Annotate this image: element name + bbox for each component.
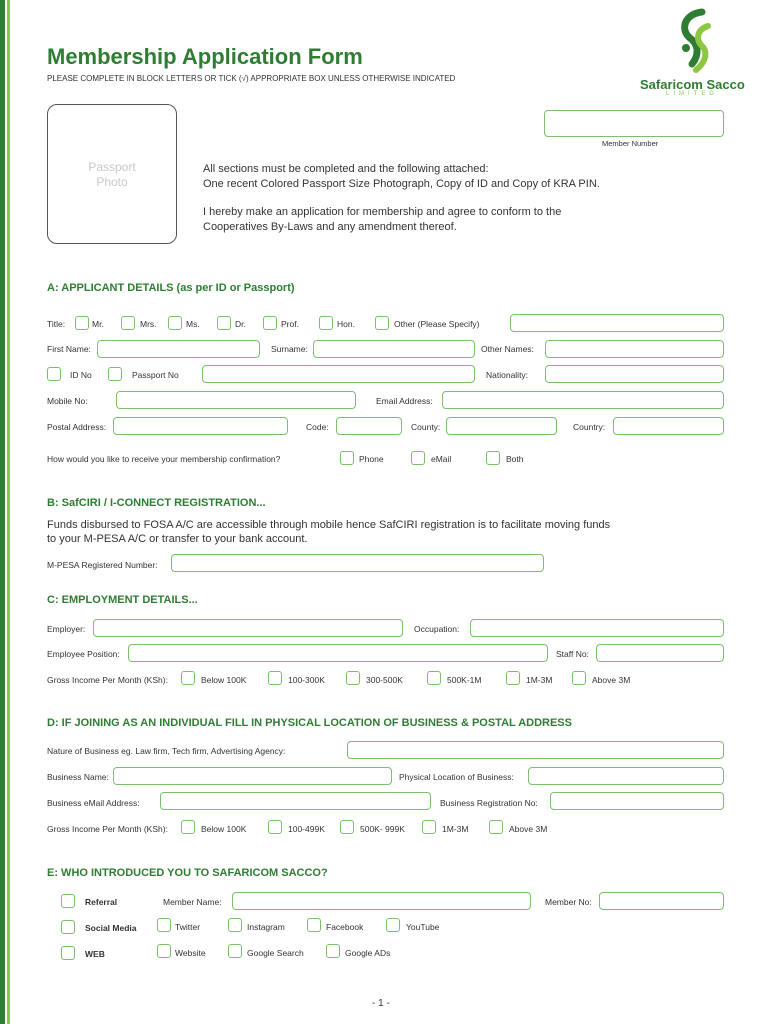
section-a-heading: A: APPLICANT DETAILS (as per ID or Passport): [47, 282, 295, 294]
section-d-heading: D: IF JOINING AS AN INDIVIDUAL FILL IN PHYSICAL LOCATION OF BUSINESS & POSTAL ADDRESS: [47, 717, 572, 729]
photo-label-1: Passport: [88, 160, 136, 174]
emp-income-above3m-checkbox[interactable]: [572, 671, 586, 685]
title-other-input[interactable]: [510, 314, 724, 332]
twitter-label: Twitter: [175, 922, 201, 932]
confirmation-question: How would you like to receive your membership confirmation?: [47, 454, 281, 464]
email-label: Email Address:: [376, 396, 433, 406]
employer-label: Employer:: [47, 624, 86, 634]
youtube-checkbox[interactable]: [386, 918, 400, 932]
side-bar-light: [7, 0, 10, 1024]
position-label: Employee Position:: [47, 649, 120, 659]
business-reg-label: Business Registration No:: [440, 798, 538, 808]
section-b-line-2: to your M-PESA A/C or transfer to your bank account.: [47, 533, 308, 545]
business-location-label: Physical Location of Business:: [399, 772, 514, 782]
business-name-input[interactable]: [113, 767, 392, 785]
county-label: County:: [411, 422, 441, 432]
biz-income-500k-999k-checkbox[interactable]: [340, 820, 354, 834]
member-no-label: Member No:: [545, 897, 592, 907]
occupation-input[interactable]: [470, 619, 724, 637]
business-name-label: Business Name:: [47, 772, 109, 782]
business-location-input[interactable]: [528, 767, 724, 785]
title-label: Title:: [47, 319, 66, 329]
title-mrs-label: Mrs.: [140, 319, 157, 329]
web-checkbox[interactable]: [61, 946, 75, 960]
section-e-heading: E: WHO INTRODUCED YOU TO SAFARICOM SACCO?: [47, 867, 328, 879]
mpesa-input[interactable]: [171, 554, 544, 572]
biz-income-500k-999k-label: 500K- 999K: [360, 824, 405, 834]
sacco-logo-icon: [670, 8, 720, 76]
mobile-label: Mobile No:: [47, 396, 88, 406]
intro-line-3: I hereby make an application for membership and agree to conform to the: [203, 206, 562, 218]
business-reg-input[interactable]: [550, 792, 724, 810]
page-title: Membership Application Form: [47, 44, 363, 69]
title-hon-label: Hon.: [337, 319, 355, 329]
occupation-label: Occupation:: [414, 624, 460, 634]
title-prof-label: Prof.: [281, 319, 299, 329]
emp-income-above3m-label: Above 3M: [592, 675, 631, 685]
nationality-input[interactable]: [545, 365, 724, 383]
emp-income-100-300k-checkbox[interactable]: [268, 671, 282, 685]
website-label: Website: [175, 948, 206, 958]
biz-income-above3m-checkbox[interactable]: [489, 820, 503, 834]
emp-income-below100k-label: Below 100K: [201, 675, 247, 685]
confirm-phone-checkbox[interactable]: [340, 451, 354, 465]
employer-input[interactable]: [93, 619, 403, 637]
passport-no-label: Passport No: [132, 370, 179, 380]
emp-income-500k-1m-label: 500K-1M: [447, 675, 482, 685]
intro-line-2: One recent Colored Passport Size Photograph, Copy of ID and Copy of KRA PIN.: [203, 178, 600, 190]
title-ms-label: Ms.: [186, 319, 200, 329]
google-search-label: Google Search: [247, 948, 304, 958]
surname-input[interactable]: [313, 340, 475, 358]
web-label: WEB: [85, 949, 105, 959]
member-name-input[interactable]: [232, 892, 531, 910]
confirm-email-checkbox[interactable]: [411, 451, 425, 465]
youtube-label: YouTube: [406, 922, 440, 932]
title-mr-checkbox[interactable]: [75, 316, 89, 330]
website-checkbox[interactable]: [157, 944, 171, 958]
member-no-input[interactable]: [599, 892, 724, 910]
biz-income-above3m-label: Above 3M: [509, 824, 548, 834]
business-income-label: Gross Income Per Month (KSh):: [47, 824, 168, 834]
biz-income-100-499k-checkbox[interactable]: [268, 820, 282, 834]
postal-input[interactable]: [113, 417, 288, 435]
section-b-line-1: Funds disbursed to FOSA A/C are accessible through mobile hence SafCIRI registration is to facilitate moving funds: [47, 519, 611, 531]
twitter-checkbox[interactable]: [157, 918, 171, 932]
google-ads-checkbox[interactable]: [326, 944, 340, 958]
facebook-label: Facebook: [326, 922, 364, 932]
confirm-both-label: Both: [506, 454, 524, 464]
logo-sub: LIMITED: [666, 91, 718, 97]
country-label: Country:: [573, 422, 606, 432]
confirm-phone-label: Phone: [359, 454, 384, 464]
other-names-input[interactable]: [545, 340, 724, 358]
biz-income-100-499k-label: 100-499K: [288, 824, 325, 834]
title-other-checkbox[interactable]: [375, 316, 389, 330]
instagram-checkbox[interactable]: [228, 918, 242, 932]
social-media-label: Social Media: [85, 923, 137, 933]
side-bar-dark: [0, 0, 5, 1024]
nationality-label: Nationality:: [486, 370, 529, 380]
title-other-label: Other (Please Specify): [394, 319, 480, 329]
biz-income-1m-3m-label: 1M-3M: [442, 824, 469, 834]
emp-income-below100k-checkbox[interactable]: [181, 671, 195, 685]
postal-label: Postal Address:: [47, 422, 107, 432]
email-input[interactable]: [442, 391, 724, 409]
other-names-label: Other Names:: [481, 344, 534, 354]
title-mr-label: Mr.: [92, 319, 104, 329]
surname-label: Surname:: [271, 344, 308, 354]
page-number: - 1 -: [372, 998, 390, 1009]
emp-income-300-500k-label: 300-500K: [366, 675, 403, 685]
employment-income-label: Gross Income Per Month (KSh):: [47, 675, 168, 685]
mobile-input[interactable]: [116, 391, 356, 409]
instagram-label: Instagram: [247, 922, 285, 932]
id-passport-input[interactable]: [202, 365, 475, 383]
title-ms-checkbox[interactable]: [168, 316, 182, 330]
staff-no-input[interactable]: [596, 644, 724, 662]
biz-income-below100k-checkbox[interactable]: [181, 820, 195, 834]
country-input[interactable]: [613, 417, 724, 435]
google-ads-label: Google ADs: [345, 948, 391, 958]
section-c-heading: C: EMPLOYMENT DETAILS...: [47, 594, 198, 606]
passport-photo-box[interactable]: [47, 104, 177, 244]
business-email-input[interactable]: [160, 792, 431, 810]
emp-income-1m-3m-label: 1M-3M: [526, 675, 553, 685]
position-input[interactable]: [128, 644, 548, 662]
emp-income-1m-3m-checkbox[interactable]: [506, 671, 520, 685]
id-no-label: ID No: [70, 370, 92, 380]
confirm-both-checkbox[interactable]: [486, 451, 500, 465]
nature-business-label: Nature of Business eg. Law firm, Tech firm, Advertising Agency:: [47, 746, 286, 756]
nature-business-input[interactable]: [347, 741, 724, 759]
biz-income-1m-3m-checkbox[interactable]: [422, 820, 436, 834]
emp-income-100-300k-label: 100-300K: [288, 675, 325, 685]
facebook-checkbox[interactable]: [307, 918, 321, 932]
id-no-checkbox[interactable]: [47, 367, 61, 381]
emp-income-300-500k-checkbox[interactable]: [346, 671, 360, 685]
county-input[interactable]: [446, 417, 557, 435]
title-mrs-checkbox[interactable]: [121, 316, 135, 330]
business-email-label: Business eMail Address:: [47, 798, 140, 808]
intro-line-1: All sections must be completed and the following attached:: [203, 163, 489, 175]
biz-income-below100k-label: Below 100K: [201, 824, 247, 834]
title-dr-checkbox[interactable]: [217, 316, 231, 330]
passport-no-checkbox[interactable]: [108, 367, 122, 381]
member-name-label: Member Name:: [163, 897, 222, 907]
code-label: Code:: [306, 422, 329, 432]
title-dr-label: Dr.: [235, 319, 246, 329]
mpesa-label: M-PESA Registered Number:: [47, 560, 158, 570]
first-name-label: First Name:: [47, 344, 91, 354]
social-media-checkbox[interactable]: [61, 920, 75, 934]
intro-line-4: Cooperatives By-Laws and any amendment thereof.: [203, 221, 457, 233]
photo-label-2: Photo: [96, 175, 128, 189]
google-search-checkbox[interactable]: [228, 944, 242, 958]
member-number-input[interactable]: [544, 110, 724, 137]
member-number-label: Member Number: [602, 139, 659, 148]
page-subtitle: PLEASE COMPLETE IN BLOCK LETTERS OR TICK (√) APPROPRIATE BOX UNLESS OTHERWISE INDICATED: [47, 74, 456, 83]
logo-name: Safaricom Sacco: [640, 77, 745, 92]
confirm-email-label: eMail: [431, 454, 452, 464]
referral-label: Referral: [85, 897, 118, 907]
staff-no-label: Staff No:: [556, 649, 589, 659]
referral-checkbox[interactable]: [61, 894, 75, 908]
title-hon-checkbox[interactable]: [319, 316, 333, 330]
first-name-input[interactable]: [97, 340, 260, 358]
title-prof-checkbox[interactable]: [263, 316, 277, 330]
code-input[interactable]: [336, 417, 402, 435]
section-b-heading: B: SafCIRI / I-CONNECT REGISTRATION...: [47, 497, 266, 509]
emp-income-500k-1m-checkbox[interactable]: [427, 671, 441, 685]
